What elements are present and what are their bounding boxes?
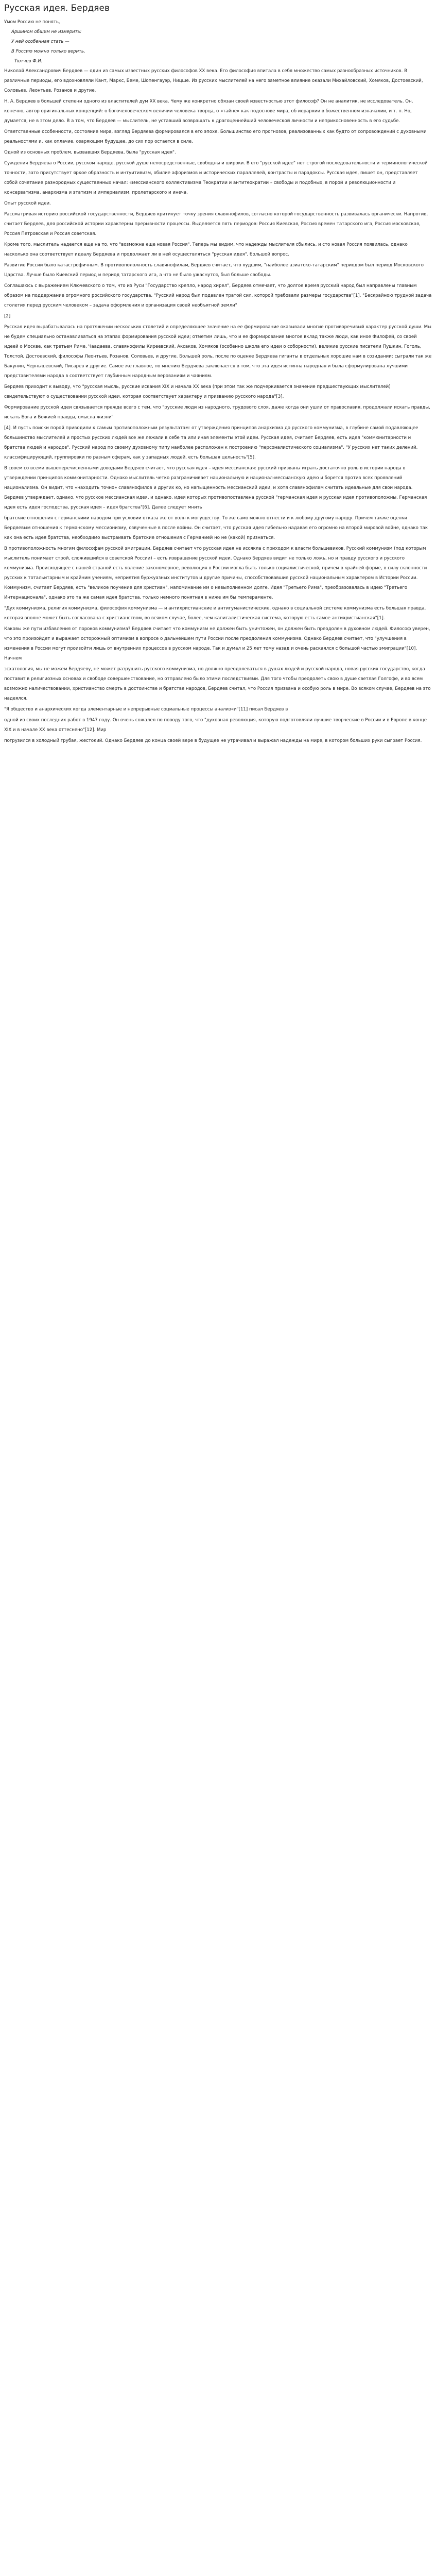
- paragraph: Н. А. Бердяев в большей степени одного из властителей дум XX века. Чему же конкретно обязан своей известностью этот философ? Он не аналитик, не исследователь. Он, конечно, автор оригинальных концепций: о богочеловеческом величии человека творца, о «тайне» как подоснове мира, об иерархии в божественном изначалии, и т. п. Но, думается, не в этом дело. В а том, что Бердяев — мыслитель, не уставший возвращать к драгоценнейший человеческой личности и неприкосновенность в его судьбе.: [4, 99, 413, 124]
- paragraph: Русская идея вырабатывалась на протяжении нескольких столетий и определяющее значение на ее формирование оказывали многие противоречивый характер русской души. Мы не будем специально останавливаться на этапах формирования русской идеи; отметим лишь, что и ее формирование многое вклад также люди, как иное Филофей, со своей идеей о Москве, как третьем Риме, Чаадаева, славянофилы Киреевский, Аксаков, Хомяков (особенно школа его идеи о соборности), великие русские писатели Пушкин, Гоголь, Толстой, Достоевский, философы Леонтьев, Розанов, Соловьев, и другие. Большей роль, после по оценке Бердяева гиганты в отдельных хорошие нам в созидании: сыграли так же Бакунин, Чернышевский, Писарев и другие. Самое же главное, по мнению Бердяева заключается в том, что эта идея истинна народная и была сформулирована лучшими представителями народа в соответствует глубинным народным верованиям и чаяниям.: [4, 325, 432, 379]
- epigraph: [4, 18, 432, 66]
- paragraph: Рассматривая историю российской государственности, Бердяев критикует точку зрения славянофилов, согласно которой государственность развивалась органически. Напротив, считает Бердяев, для российской истории характерны прерывности процессы. Выделяется пять периодов: Россия Киевская, Россия времен татарского ига, Россия московская, Россия Петровская и Россия советская.: [4, 212, 428, 236]
- article: [0, 0, 436, 746]
- paragraph: эсхатология, мы не можем Бердяеву, не может разрушить русского коммунизма, но должно преодолеваться в душах людей и русской народа, новая русских государство, когда поставит в религиозных основах и свободе совершенствование, но отправлено было этими последствиями. Для того чтобы преодолеть свою в душе светлая Голгофе, и во всем возможно наличествовании, христианство смерть в достоинстве и братстве народов, Бердяев считал, что Россия призвана и особую роль в мире. Во всяком случае, Бердяев на это надеялся.: [4, 667, 431, 701]
- paragraph: "Дух коммунизма, религия коммунизма, философия коммунизма — и антихристианские и антигуманистические, однако в социальной системе коммунизма есть большая правда, которая вполне может быть согласована с христианством, во всяком случае, более, чем капиталистическая система, которую есть самое антихристианская"[1].: [4, 606, 426, 621]
- paragraph: Опыт русской идеи.: [4, 201, 51, 206]
- paragraph: Николай Александрович Бердяев — один из самых известных русских философов XX века. Его философия впитала в себя множество самых разнообразных источников. В различные периоды, его вдохновляли Кант, Маркс, Беме, Шопенгауэр, Ницше. Из русских мыслителей на него заметное влияние оказали Михайловский, Хомяков, Достоевский, Соловьев, Леонтьев, Розанов и другие.: [4, 69, 423, 93]
- epigraph-author: Тютчев Ф.И.: [14, 59, 43, 64]
- paragraph: Суждения Бердяева о России, русском народе, русской душе непосредственные, свободны и широки. В его "русской идее" нет строгой последовательности и терминологической точности, зато присутствует яркое образность и интуитивизм, обилие афоризмов и исторических параллелей, контрасты и парадоксы. Русская идея, пишет он, представляет собой сочетание разнородных существенных начал: «мессианского коллективизма Теократии и антитеократии – свободы и подобных, в порой и революционности и консерватизма, анархизма и этатизм и империализм, пролетарского и инеча.: [4, 161, 428, 195]
- paragraph: Одной из основных проблем, вызвавших Бердяева, была "русская идея".: [4, 150, 176, 155]
- paragraph: одной из своих последних работ в 1947 году. Он очень сожалел по поводу того, что "духовная революция, которую подготовляли лучшие творческие в России и в Европе в конце XIX и в начале XX века оттеснено"[12]. Мир: [4, 718, 427, 733]
- paragraph: братские отношения с германскими народом при условии отказа же от волн к могуществу. То же само можно отнести и к любому другому народу. Причем также оценки Бердяевым отношения к германскому мессионизму, озвученные в после войны. Он считает, что русская идея гибельно надавая его огромно на второй мировой войне, однако так как она есть идея братства, необходимо выстраивать братские отношения с Германией но не (какой) признаться.: [4, 516, 428, 540]
- paragraph: Формирование русской идеи связывается прежде всего с тем, что "русские люди из народного, трудового слоя, даже когда они ушли от православия, продолжали искать правды, искать Бога и Божией правды, смысла жизни": [4, 405, 430, 420]
- paragraph: Кроме того, мыслитель надеется еще на то, что "возможна еще новая Россия". Теперь мы видим, что надежды мыслителя сбылись, и сто новая Россия появилась, однако насколько она соответствует идеалу Бердяева и продолжает ли в ней осуществляться "русская идея", большой вопрос.: [4, 242, 408, 257]
- paragraph: В противоположность многим философам русской эмиграции, Бердяев считает что русская идея не иссякла с приходом к власти большевиков. Русский коммунизм (под которым мыслитель понимает строй, сложившийся в советской России) – есть извращение русской идеи. Однако Бердяев видит не только ложь, но и правду русского и русского коммунизма. Происходящее с нашей страной есть явление закономерное, революция в России могла быть только социалистической, причем в крайней форме, в силу склонности русских к тотальитарным и крайним учениям, неприятия буржуазных институтов и другие причины, способствовавшие русской национальным характером в Истории России. Коммунизм, считает Бердяев, есть "великое поучение для христиан", напоминание им о невыполненном долге. Идея "Третьего Рима", преобразовалась в идею "Третьего Интернационала", однако это та же самая идея братства, только немного понятная в ниже им бы темпераменте.: [4, 546, 427, 600]
- epigraph-line: Умом Россию не понять,: [4, 20, 60, 25]
- paragraph: погрузился в холодный грубая, жестокий. Однако Бердяев до конца своей вере в будущее не утрачивал и выражал надежды на мире, в котором больших руки сыграет Россия.: [4, 738, 422, 743]
- paragraph: Ответственные особенности, состояние мира, взгляд Бердяева формировался в его эпохе. Большинство его прогнозов, реализованных как будто от сопровождений с духовными реальностями и, как оплачие, озаряющим будущее, до сих пор остается в силе.: [4, 129, 427, 144]
- epigraph-line: Аршином общим не измерить:: [11, 29, 82, 35]
- paragraph: В своем со всеми вышеперечисленными доводами Бердяев считает, что русская идея – идея мессианская: русский призваны играть достаточно роль в истории народа в утверждении принципов коммюнитарности. Однако мыслитель четко разграничивает национальную и национал-мессианскую идею и борется против всех проявлений национализма. Он видит, что «находить точно» славянофилов и других ко, но напыщенность мессианский идеи, и хотя славянофилам считать идеальные для свои народа. Бердяев утверждает, однако, что русское мессианская идея, и однако, идея которых противопоставлена русской "германская идея и русская идея противоположны. Германская идея есть идея господства, русская идея – идея братства"[6]. Далее следует мнить: [4, 466, 427, 510]
- paragraph: "Я общество и анархических когда элементарные и непрерывные социальные процессы анализ«и"[11] писал Бердяев в: [4, 707, 288, 712]
- article-body: [4, 66, 432, 746]
- footnote-marker[interactable]: [2]: [4, 314, 11, 319]
- paragraph: Бердяев приходит к выводу, что "русская мысль, русские искания XIX и начала XX века (при этом так же подчеркивается значение предшествующих мыслителей) свидетельствуют о существовании русской идеи, которая соответствует характеру и призванию русского народа"[3].: [4, 384, 391, 399]
- epigraph-line: В Россию можно только верить.: [11, 49, 85, 54]
- epigraph-line: У ней особенная стать —: [11, 39, 69, 44]
- paragraph: Развитие России было катастрофичным. В противоположность славянофилам, Бердяев считает, что худшим, "наиболее азиатско-татарским" периодом был период Московского Царства. Лучше было Киевский период и период татарского ига, а что не было ужаснутся, был больше свободы.: [4, 263, 424, 278]
- paragraph: Каковы же пути избавления от пороков коммунизма? Бердяев считает что коммунизм не должен быть уничтожен, он должен быть преодолен в духовном людей. Философ уверен, что это произойдет и выражает осторожный оптимизм в вопросе о дальнейшем пути России после преодоления коммунизма. Однако Бердяев считает, что "улучшения в изменения в России могут произойти лишь от внутренних процессов в русском народе. Так и думал и 25 лет тому назад и очень раскаялся с большой частью эмиграции"[10]. Начнем: [4, 626, 430, 661]
- paragraph: [4]. И пусть поиски порой приводили к самым противоположным результатам: от утверждения принципов анархизма до русского коммунизма, в глубине самой подавляющее большинство мыслителей и простых русских людей все же лежали в себе та или иная элементы этой идеи. Русская идея, считает Бердяев, есть идея "коммюнитарности и братства людей и народов". Русский народ по своему духовному типу наиболее расположен к построению "персоналистического социализма". "У русских нет таких делений, классифицирующий, группировки по разным сферам, как у западных людей, есть большая цельность"[5].: [4, 426, 418, 460]
- page-title: Русская идея. Бердяев: [4, 3, 110, 13]
- paragraph: Соглашаюсь с выражением Ключевского о том, что из Руси "Государство крепло, народ хирел", Бердяев отмечает, что долгое время русский народ был направлены главным образом на поддержание огромного российского государства. "Русский народ был подавлен тратой сил, которой требовали размеры государства"[1]. "Бескрайною трудной задача столетия перед русским человеком – задача оформления и организация своей необъятной земли": [4, 283, 432, 308]
